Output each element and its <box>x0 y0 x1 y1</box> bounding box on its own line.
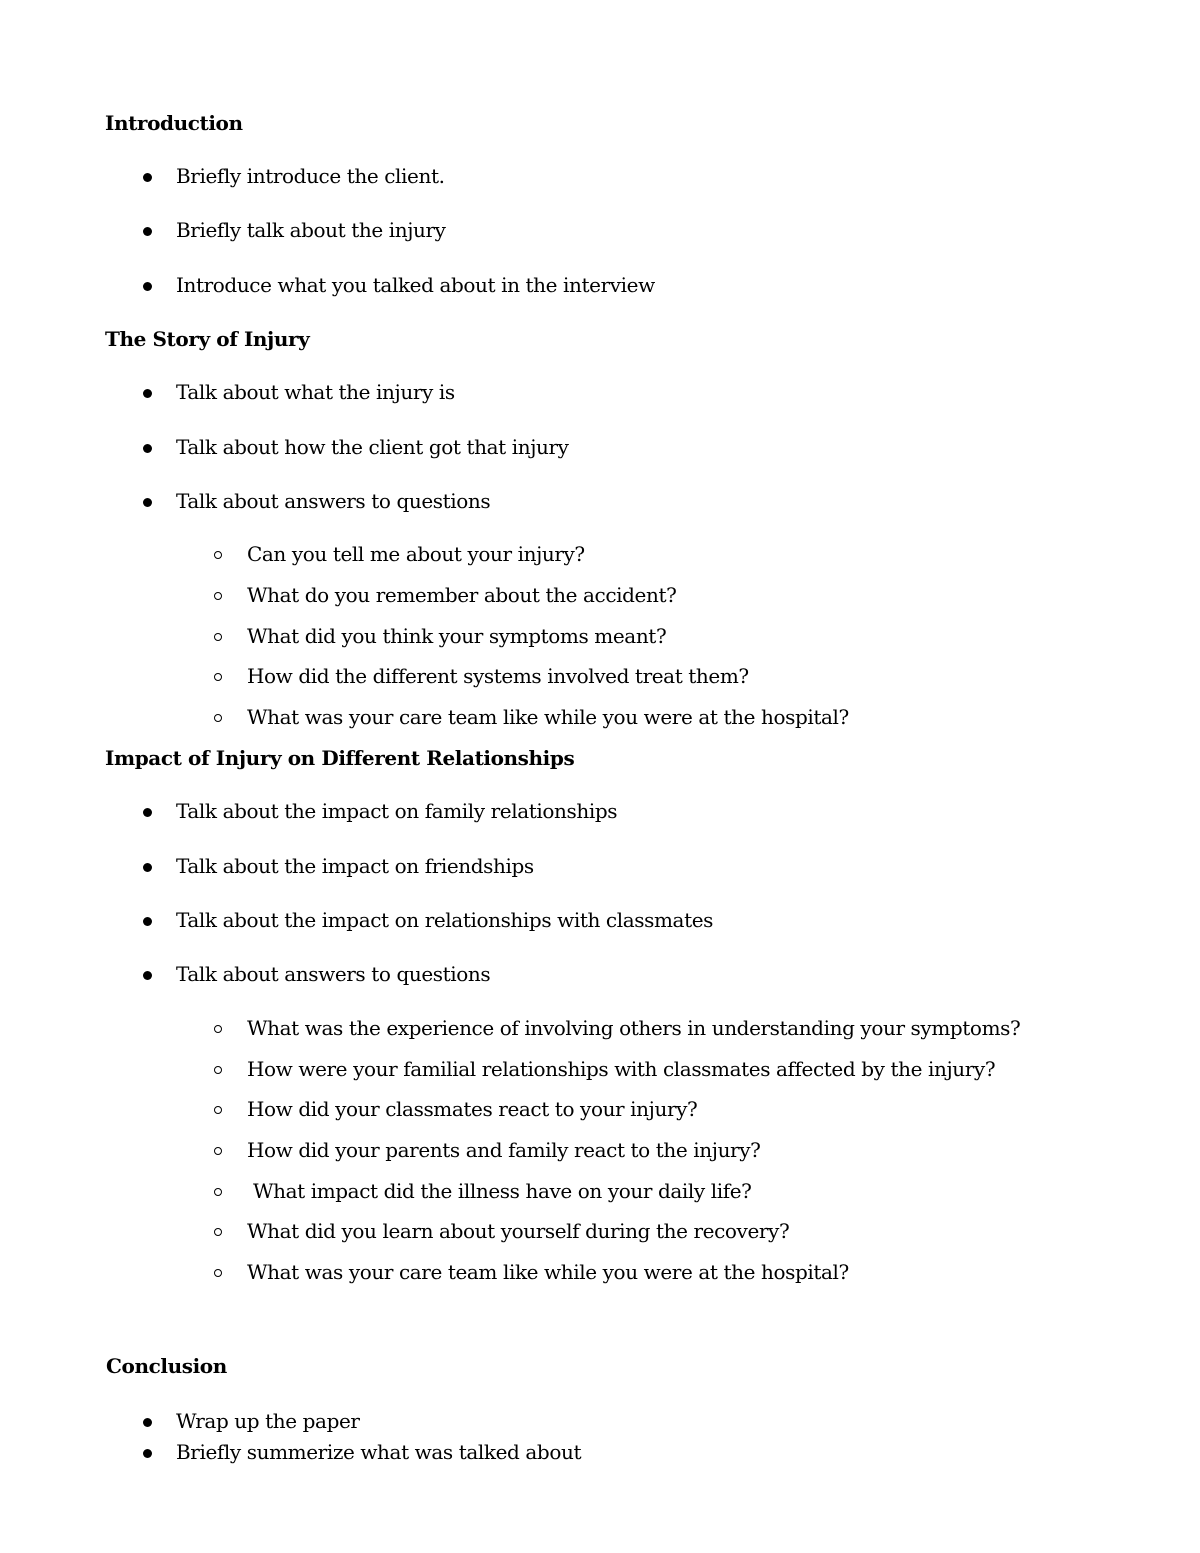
hollow-bullet-icon <box>214 592 222 600</box>
list-item: Talk about answers to questions <box>176 489 491 513</box>
hollow-bullet-icon <box>214 1025 222 1033</box>
section-heading-introduction: Introduction <box>105 111 243 135</box>
section-heading-impact-on-relationships: Impact of Injury on Different Relationships <box>105 746 575 770</box>
sub-list-item: What was the experience of involving others in understanding your symptoms? <box>247 1016 1021 1040</box>
sub-list-item: What impact did the illness have on your daily life? <box>247 1179 752 1203</box>
bullet-icon <box>143 917 152 926</box>
hollow-bullet-icon <box>214 1188 222 1196</box>
bullet-icon <box>143 444 152 453</box>
sub-list-item: How were your familial relationships with classmates affected by the injury? <box>247 1057 996 1081</box>
hollow-bullet-icon <box>214 1269 222 1277</box>
sub-list-item: How did the different systems involved treat them? <box>247 664 749 688</box>
section-heading-story-of-injury: The Story of Injury <box>105 327 310 351</box>
bullet-icon <box>143 282 152 291</box>
sub-list-item: What do you remember about the accident? <box>247 583 677 607</box>
list-item: Talk about the impact on family relationships <box>176 799 618 823</box>
bullet-icon <box>143 1418 152 1427</box>
sub-list-item: What did you learn about yourself during the recovery? <box>247 1219 790 1243</box>
sub-list-item: What was your care team like while you were at the hospital? <box>247 705 849 729</box>
list-item: Briefly summerize what was talked about <box>176 1440 582 1464</box>
list-item: Briefly talk about the injury <box>176 218 446 242</box>
list-item: Talk about the impact on relationships with classmates <box>176 908 714 932</box>
sub-list-item: What was your care team like while you were at the hospital? <box>247 1260 849 1284</box>
bullet-icon <box>143 971 152 980</box>
hollow-bullet-icon <box>214 1147 222 1155</box>
hollow-bullet-icon <box>214 633 222 641</box>
list-item: Briefly introduce the client. <box>176 164 445 188</box>
bullet-icon <box>143 389 152 398</box>
sub-list-item: Can you tell me about your injury? <box>247 542 585 566</box>
list-item: Wrap up the paper <box>176 1409 360 1433</box>
sub-list-item: How did your classmates react to your injury? <box>247 1097 698 1121</box>
bullet-icon <box>143 173 152 182</box>
list-item: Talk about the impact on friendships <box>176 854 534 878</box>
list-item: Talk about how the client got that injury <box>176 435 569 459</box>
bullet-icon <box>143 808 152 817</box>
bullet-icon <box>143 863 152 872</box>
bullet-icon <box>143 498 152 507</box>
hollow-bullet-icon <box>214 673 222 681</box>
hollow-bullet-icon <box>214 1106 222 1114</box>
bullet-icon <box>143 227 152 236</box>
sub-list-item: How did your parents and family react to the injury? <box>247 1138 761 1162</box>
bullet-icon <box>143 1449 152 1458</box>
hollow-bullet-icon <box>214 551 222 559</box>
sub-list-item: What did you think your symptoms meant? <box>247 624 667 648</box>
hollow-bullet-icon <box>214 714 222 722</box>
list-item: Talk about what the injury is <box>176 380 455 404</box>
list-item: Introduce what you talked about in the interview <box>176 273 655 297</box>
hollow-bullet-icon <box>214 1228 222 1236</box>
list-item: Talk about answers to questions <box>176 962 491 986</box>
hollow-bullet-icon <box>214 1066 222 1074</box>
section-heading-conclusion: Conclusion <box>106 1354 227 1378</box>
